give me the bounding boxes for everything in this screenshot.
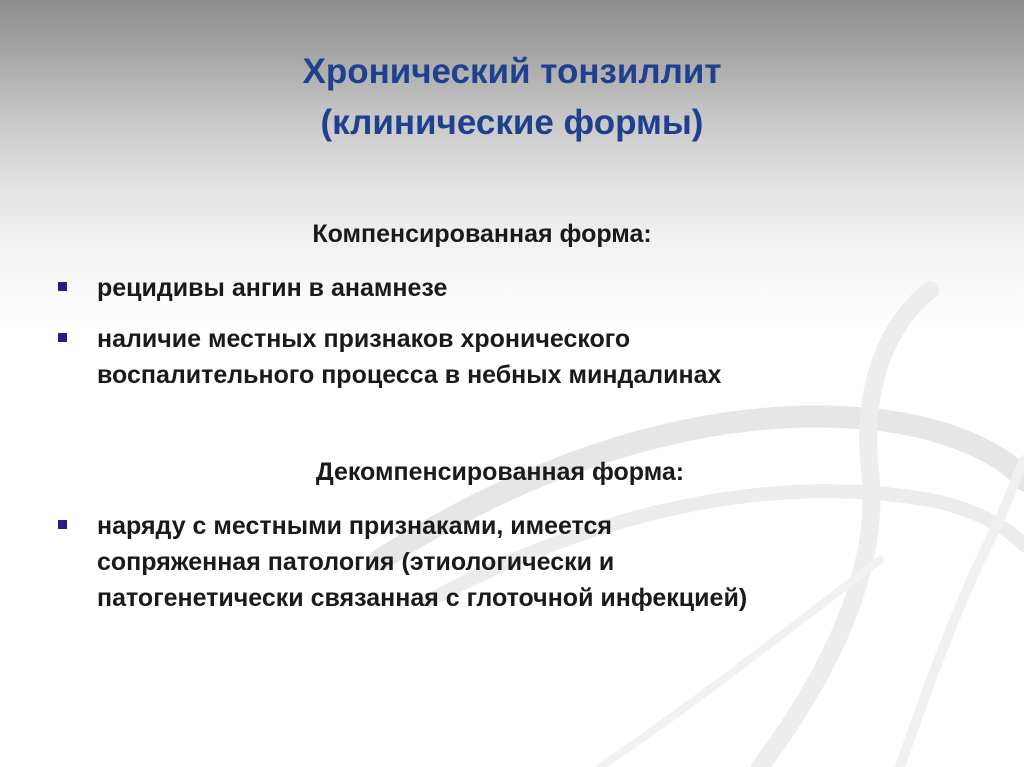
decompensated-heading-text: Декомпенсированная форма: [315, 458, 685, 486]
list-item [58, 270, 1008, 306]
list-item [58, 321, 1008, 393]
square-bullet-icon [58, 520, 67, 529]
list-item-text: наличие местных признаков хронического воспалительного процесса в небных миндалинах [97, 325, 722, 389]
title-line-1: Хронический тонзиллит [302, 52, 722, 91]
square-bullet-icon [58, 333, 67, 342]
compensated-heading-text: Компенсированная форма: [312, 220, 652, 248]
compensated-heading [0, 220, 1024, 249]
square-bullet-icon [58, 282, 67, 291]
decompensated-heading [0, 458, 1024, 487]
title-line-2: (клинические формы) [320, 103, 704, 142]
slide-title [0, 46, 1024, 148]
list-item [58, 508, 1008, 616]
list-item-text: наряду с местными признаками, имеется сопряженная патология (этиологически и патогенетически связанная с глоточной инфекцией) [97, 512, 748, 612]
list-item-text: рецидивы ангин в анамнезе [97, 274, 448, 302]
